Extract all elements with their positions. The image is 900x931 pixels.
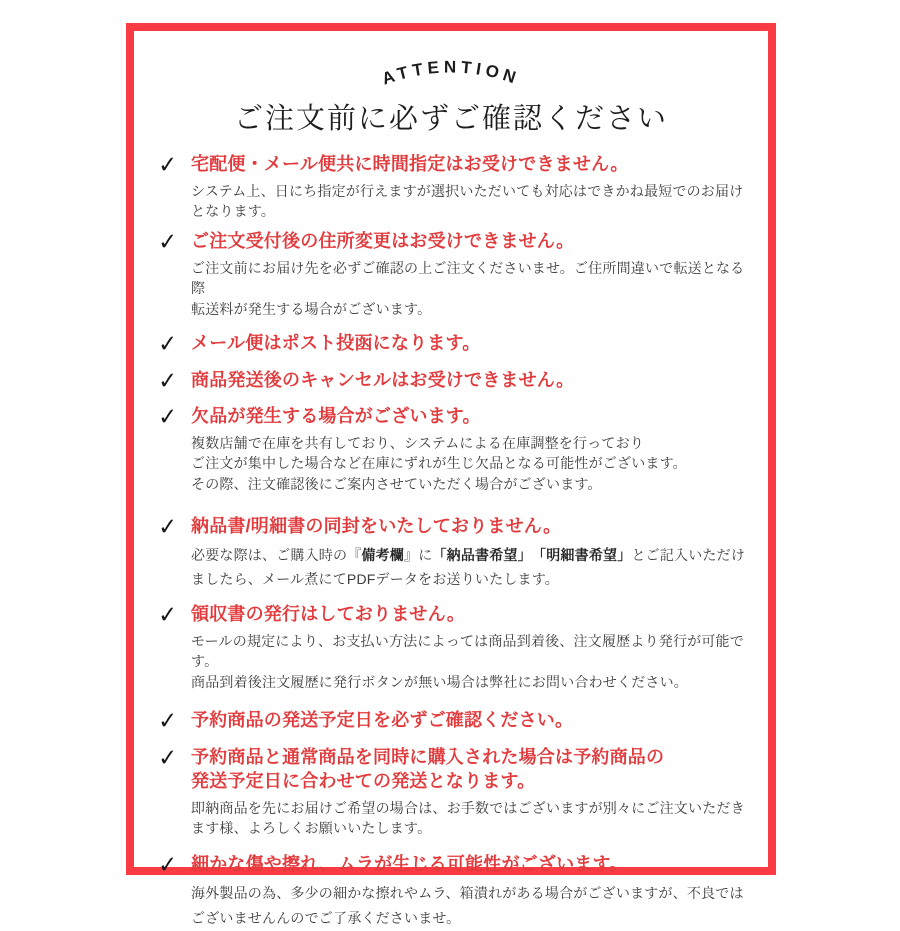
check-icon: ✓ [157, 228, 178, 256]
notice-item [158, 229, 746, 318]
notice-item [158, 152, 746, 221]
item-text [191, 331, 746, 356]
item-text [191, 368, 746, 393]
item-heading: 納品書/明細書の同封をいたしておりません。 [191, 515, 562, 536]
notice-item [158, 745, 746, 839]
item-body: 即納商品を先にお届けご希望の場合は、お手数ではございますが別々にご注文いただき ます様、よろしくお願いいたします。 [191, 800, 745, 837]
item-body: 海外製品の為、多少の細かな擦れやムラ、箱潰れがある場合がございますが、不良では ございませんんのでご了承くださいませ。 [191, 885, 744, 927]
item-heading: 宅配便・メール便共に時間指定はお受けできません。 [191, 154, 629, 175]
item-body: モールの規定により、お支払い方法によっては商品到着後、注文履歴より発行が可能です。 商品到着後注文履歴に発行ボタンが無い場合は弊社にお問い合わせください。 [191, 633, 744, 690]
item-body: 必要な際は、ご購入時の『備考欄』に「納品書希望」 「明細書希望」とご記入いただけ ましたら、メール煮にてPDFデータをお送りいたします。 [191, 546, 746, 588]
item-text [191, 152, 746, 221]
notice-item [158, 602, 746, 691]
notice-item [158, 514, 746, 593]
check-icon: ✓ [157, 403, 178, 431]
attention-arc [311, 39, 591, 101]
item-text [191, 708, 746, 733]
check-icon: ✓ [157, 329, 178, 357]
item-heading: 商品発送後のキャンセルはお受けできません。 [191, 369, 575, 390]
notice-header [134, 31, 768, 136]
check-icon: ✓ [157, 366, 178, 394]
check-icon: ✓ [157, 601, 178, 629]
item-text [191, 745, 746, 839]
item-body: システム上、日にち指定が行えますが選択いただいても対応はできかね最短でのお届け となります。 [191, 183, 744, 220]
notice-item [158, 331, 746, 356]
item-heading: 予約商品の発送予定日を必ずご確認ください。 [191, 709, 574, 730]
item-text [191, 229, 746, 318]
red-frame [126, 23, 776, 927]
item-text [191, 514, 746, 593]
check-icon: ✓ [157, 706, 178, 734]
check-icon: ✓ [157, 851, 178, 879]
item-body: 複数店舗で在庫を共有しており、システムによる在庫調整を行っており ご注文が集中した場合など在庫にずれが生じ欠品となる可能性がございます。 その際、注文確認後にご案内させていただく場合がございます。 [191, 435, 687, 492]
notice-item [158, 708, 746, 733]
item-heading: ご注文受付後の住所変更はお受けできません。 [191, 231, 575, 252]
check-icon: ✓ [157, 151, 178, 179]
notice-item [158, 404, 746, 493]
notice-items-list [134, 152, 768, 931]
item-text [191, 852, 746, 931]
check-icon: ✓ [157, 512, 178, 540]
item-body: ご注文前にお届け先を必ずご確認の上ご注文くださいませ。ご住所間違いで転送となる際 転送料が発生する場合がございます。 [191, 260, 745, 317]
notice-item [158, 852, 746, 931]
item-heading: 細かな傷や擦れ、ムラが生じる可能性がございます。 [191, 854, 628, 875]
item-heading: 欠品が発生する場合がございます。 [191, 406, 481, 427]
item-heading: メール便はポスト投函になります。 [191, 332, 481, 353]
page-title: ご注文前に必ずご確認ください [233, 103, 668, 135]
item-text [191, 404, 746, 493]
item-text [191, 602, 746, 691]
svg-text:ATTENTION [380, 57, 523, 88]
attention-arc-text: ATTENTION [379, 57, 523, 89]
item-heading: 領収書の発行はしておりません。 [191, 604, 466, 625]
item-heading: 予約商品と通常商品を同時に購入された場合は予約商品の 発送予定日に合わせての発送となります。 [191, 746, 665, 792]
check-icon: ✓ [157, 743, 178, 771]
notice-item [158, 368, 746, 393]
